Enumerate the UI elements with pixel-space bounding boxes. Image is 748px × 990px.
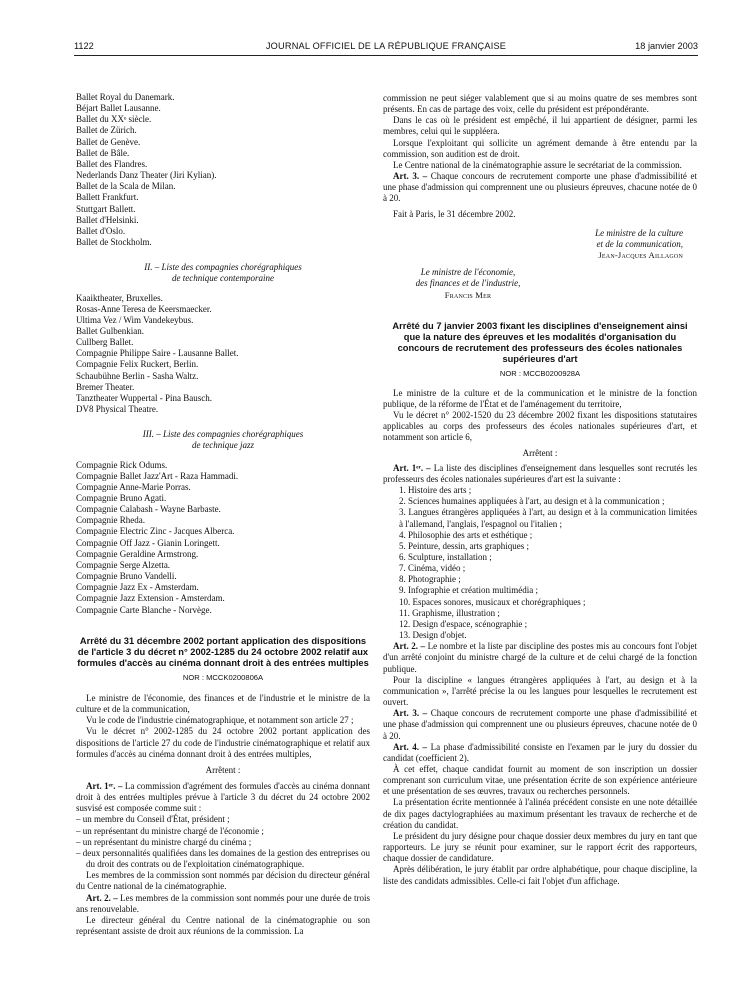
list-item: Kaaiktheater, Bruxelles. — [76, 292, 163, 303]
article-3 — [383, 171, 697, 204]
signatory-name: Jean-Jacques Aillagon — [598, 250, 683, 261]
list-item: Cullberg Ballet. — [76, 337, 134, 348]
article-label: Art. 1ᵉʳ. – — [86, 780, 123, 791]
list-item: Compagnie Calabash - Wayne Barbaste. — [76, 504, 221, 515]
list-item: Ballet de la Scala de Milan. — [76, 181, 176, 192]
list-item: Compagnie Anne-Marie Porras. — [76, 481, 191, 492]
article-3 — [383, 708, 697, 741]
list-item: Compagnie Felix Ruckert, Berlin. — [76, 359, 199, 370]
list-item: Stuttgart Ballett. — [76, 203, 136, 214]
company-list-1 — [76, 92, 370, 248]
nor-reference: NOR : MCCB0200928A — [499, 368, 581, 378]
list-item: 11. Graphisme, illustration ; — [399, 607, 500, 618]
section-heading: de technique contemporaine — [172, 273, 274, 284]
decree-title: Arrêté du 7 janvier 2003 fixant les disciplines d'enseignement ainsi que la nature des épreuves et les modalités d'organisation du concours de recrutement des professeurs des écoles nationales supérieures d'art — [392, 320, 688, 364]
signature-place-date: Fait à Paris, le 31 décembre 2002. — [393, 208, 516, 219]
article-text: La phase d'admissibilité consiste en l'examen par le jury du dossier du candidat (coefficient 2). — [383, 741, 697, 763]
right-column — [383, 93, 697, 887]
list-item: 4. Philosophie des arts et esthétique ; — [399, 529, 533, 540]
list-item: Nederlands Danz Theater (Jiri Kylian). — [76, 170, 217, 181]
list-item: Compagnie Jazz Extension - Amsterdam. — [76, 593, 225, 604]
paragraph: Pour la discipline « langues étrangères appliquées à l'art, au design et à la communication », l'arrêté précise la ou les langues pour lesquelles le recrutement est ouvert. — [383, 674, 697, 708]
article-label: Art. 4. – — [393, 741, 428, 752]
list-item: 13. Design d'objet. — [399, 630, 467, 641]
page-number: 1122 — [74, 41, 94, 51]
list-item: 5. Peinture, dessin, arts graphiques ; — [399, 540, 529, 551]
list-item: Tanztheater Wuppertal - Pina Bausch. — [76, 392, 213, 403]
list-item: Rosas-Anne Teresa de Keersmaecker. — [76, 303, 212, 314]
article-4 — [383, 742, 697, 764]
article-label: Art. 2. – — [393, 641, 426, 652]
list-item: Ballett Frankfurt. — [76, 192, 139, 203]
paragraph: Le directeur général du Centre national de la cinématographie ou son représentant assiste de droit aux réunions de la commission. La — [76, 914, 370, 936]
article-text: Chaque concours de recrutement comporte une phase d'admissibilité et une phase d'admission qui comprennent une ou plusieurs épreuves, chacune notée de 0 à 20. — [383, 171, 697, 204]
signatory-role: et de la communication, — [596, 238, 683, 249]
paragraph: Vu le code de l'industrie cinématographique, et notamment son article 27 ; — [86, 715, 354, 726]
section-heading: III. – Liste des compagnies chorégraphiques — [142, 429, 304, 440]
signatory-name: Francis Mer — [444, 289, 492, 300]
paragraph: Lorsque l'exploitant qui sollicite un agrément demande à être entendu par la commission, son audition est de droit. — [383, 137, 697, 159]
paragraph: Dans le cas où le président est empêché, il lui appartient de désigner, parmi les membres, celui qui le suppléera. — [383, 115, 697, 137]
list-item: Compagnie Serge Alzetta. — [76, 559, 171, 570]
article-label: Art. 3. – — [393, 171, 428, 182]
list-item: Ballet de Stockholm. — [76, 237, 152, 248]
article-label: Art. 1ᵉʳ. – — [393, 462, 431, 473]
list-item: Bremer Theater. — [76, 381, 135, 392]
article-text: La liste des disciplines d'enseignement dans lesquelles sont recrutés les professeurs des écoles nationales supérieures d'art est la suivante : — [383, 462, 697, 484]
paragraph: Le ministre de la culture et de la communication et le ministre de la fonction publique, de la réforme de l'État et de l'aménagement du territoire, — [383, 387, 697, 409]
list-item: Ballet de Genève. — [76, 136, 141, 147]
list-item: 7. Cinéma, vidéo ; — [399, 563, 466, 574]
list-item: Compagnie Rheda. — [76, 515, 145, 526]
list-item: – un membre du Conseil d'État, président ; — [76, 814, 230, 825]
article-label: Art. 3. – — [393, 708, 428, 719]
arretent: Arrêtent : — [205, 764, 241, 775]
paragraph: Vu le décret n° 2002-1285 du 24 octobre 2002 portant application des dispositions de l'article 27 du code de l'industrie cinématographique et relatif aux formules d'accès au cinéma donnant droit à des entrées multiples, — [76, 726, 370, 759]
paragraph: Les membres de la commission sont nommés par décision du directeur général du Centre national de la cinématographie. — [76, 870, 370, 892]
list-item: 12. Design d'espace, scénographie ; — [399, 618, 528, 629]
paragraph: Le président du jury désigne pour chaque dossier deux membres du jury en tant que rapporteurs. Le jury se réunit pour examiner, sur le rapport écrit des rapporteurs, chaque dossier de candidature. — [383, 830, 697, 864]
company-list-3 — [76, 460, 370, 616]
signatory-role: Le ministre de la culture — [595, 227, 683, 238]
section-heading: II. – Liste des compagnies chorégraphiques — [144, 262, 302, 273]
paragraph: commission ne peut siéger valablement que si au moins quatre de ses membres sont présents. En cas de partage des voix, celle du président est prépondérante. — [383, 93, 697, 115]
arretent: Arrêtent : — [522, 447, 558, 458]
paragraph: Le Centre national de la cinématographie assure le secrétariat de la commission. — [393, 159, 682, 170]
list-item: 1. Histoire des arts ; — [399, 485, 472, 496]
signatory-role: des finances et de l'industrie, — [415, 278, 521, 289]
issue-date: 18 janvier 2003 — [635, 41, 698, 51]
list-item: – un représentant du ministre chargé de l'économie ; — [76, 825, 264, 836]
header-rule — [74, 55, 698, 56]
paragraph: À cet effet, chaque candidat fournit au moment de son inscription un dossier comprenant son curriculum vitae, une présentation écrite de son expérience antérieure et une présentation de ses œuvres, travaux ou recherches personnels. — [383, 763, 697, 797]
list-item: Béjart Ballet Lausanne. — [76, 103, 161, 114]
decree-title: Arrêté du 31 décembre 2002 portant application des dispositions de l'article 3 du décret n° 2002-1285 du 24 octobre 2002 relatif aux formules d'accès au cinéma donnant droit à des entrées multiples — [77, 635, 369, 668]
list-item: 10. Espaces sonores, musicaux et chorégraphiques ; — [399, 596, 586, 607]
list-item: Ballet de Zürich. — [76, 125, 137, 136]
signatory-role: Le ministre de l'économie, — [420, 267, 516, 278]
company-list-2 — [76, 293, 370, 416]
left-column — [76, 92, 370, 937]
article-1 — [383, 463, 697, 485]
list-item: 2. Sciences humaines appliquées à l'art, au design et à la communication ; — [399, 496, 665, 507]
list-item: 8. Photographie ; — [399, 574, 461, 585]
list-item: Compagnie Geraldine Armstrong. — [76, 548, 199, 559]
article-text: La commission d'agrément des formules d'accès au cinéma donnant droit à des entrées multiples prévue à l'article 3 du décret du 24 octobre 2002 susvisé est composée comme suit : — [76, 780, 370, 814]
list-item: Ballet des Flandres. — [76, 158, 148, 169]
page-header — [74, 41, 698, 55]
list-item: Ballet Gulbenkian. — [76, 325, 144, 336]
list-item: Compagnie Ballet Jazz'Art - Raza Hammadi. — [76, 470, 239, 481]
list-item: 6. Sculpture, installation ; — [399, 552, 492, 562]
article-text: Le nombre et la liste par discipline des postes mis au concours font l'objet d'un arrêté conjoint du ministre chargé de la culture et de celui chargé de la fonction publique. — [383, 641, 697, 674]
journal-title: JOURNAL OFFICIEL DE LA RÉPUBLIQUE FRANÇAISE — [265, 41, 507, 51]
list-item: Ballet du XXᵉ siècle. — [76, 114, 152, 125]
list-item: Ballet Royal du Danemark. — [76, 92, 175, 102]
list-item: Compagnie Bruno Agati. — [76, 493, 167, 503]
list-item: 9. Infographie et création multimédia ; — [399, 585, 538, 596]
paragraph: Le ministre de l'économie, des finances et de l'industrie et le ministre de la culture et de la communication, — [76, 692, 370, 715]
article-label: Art. 2. – — [86, 892, 118, 903]
list-item: DV8 Physical Theatre. — [76, 404, 159, 415]
list-item: Compagnie Electric Zinc - Jacques Alberca. — [76, 526, 235, 537]
list-item: – un représentant du ministre chargé du cinéma ; — [76, 836, 252, 847]
list-item: Compagnie Off Jazz - Gianin Loringett. — [76, 537, 220, 548]
nor-reference: NOR : MCCK0200806A — [182, 672, 264, 682]
list-item: Compagnie Carte Blanche - Norvège. — [76, 604, 212, 615]
article-1 — [76, 781, 370, 814]
list-item: Compagnie Jazz Ex - Amsterdam. — [76, 582, 199, 593]
list-item: Compagnie Philippe Saire - Lausanne Ballet. — [76, 348, 239, 359]
list-item: Compagnie Bruno Vandelli. — [76, 571, 177, 582]
article-2 — [76, 893, 370, 915]
list-item: Ballet d'Helsinki. — [76, 214, 139, 225]
article-text: Les membres de la commission sont nommés pour une durée de trois ans renouvelable. — [76, 892, 370, 914]
list-item: Ultima Vez / Wim Vandekeybus. — [76, 314, 194, 325]
article-2 — [383, 641, 697, 674]
list-item: Compagnie Rick Odums. — [76, 459, 168, 470]
list-item: 3. Langues étrangères appliquées à l'art, au design et à la communication limitées à l'allemand, l'anglais, l'espagnol ou l'italien ; — [399, 507, 697, 529]
list-item: – deux personnalités qualifiées dans les domaines de la gestion des entreprises ou du droit des contrats ou de l'exploitation cinématographique. — [76, 847, 370, 870]
list-item: Schaubühne Berlin - Sasha Waltz. — [76, 370, 199, 381]
article-text: Chaque concours de recrutement comporte une phase d'admissibilité et une phase d'admission qui comprennent une ou plusieurs épreuves, chacune notée de 0 à 20. — [383, 708, 697, 741]
paragraph: Vu le décret n° 2002-1520 du 23 décembre 2002 fixant les dispositions statutaires applicables au corps des professeurs des écoles nationales supérieures d'art, et notamment son article 6, — [383, 410, 697, 443]
paragraph: Après délibération, le jury établit par ordre alphabétique, pour chaque discipline, la liste des candidats admissibles. Celle-ci fait l'objet d'un affichage. — [383, 864, 697, 886]
paragraph: La présentation écrite mentionnée à l'alinéa précédent consiste en une note détaillée de dix pages dactylographiées au maximum présentant les travaux de recherche et de création du candidat. — [383, 797, 697, 830]
list-item: Ballet d'Oslo. — [76, 225, 126, 236]
list-item: Ballet de Bâle. — [76, 147, 130, 158]
section-heading: de technique jazz — [192, 440, 254, 451]
